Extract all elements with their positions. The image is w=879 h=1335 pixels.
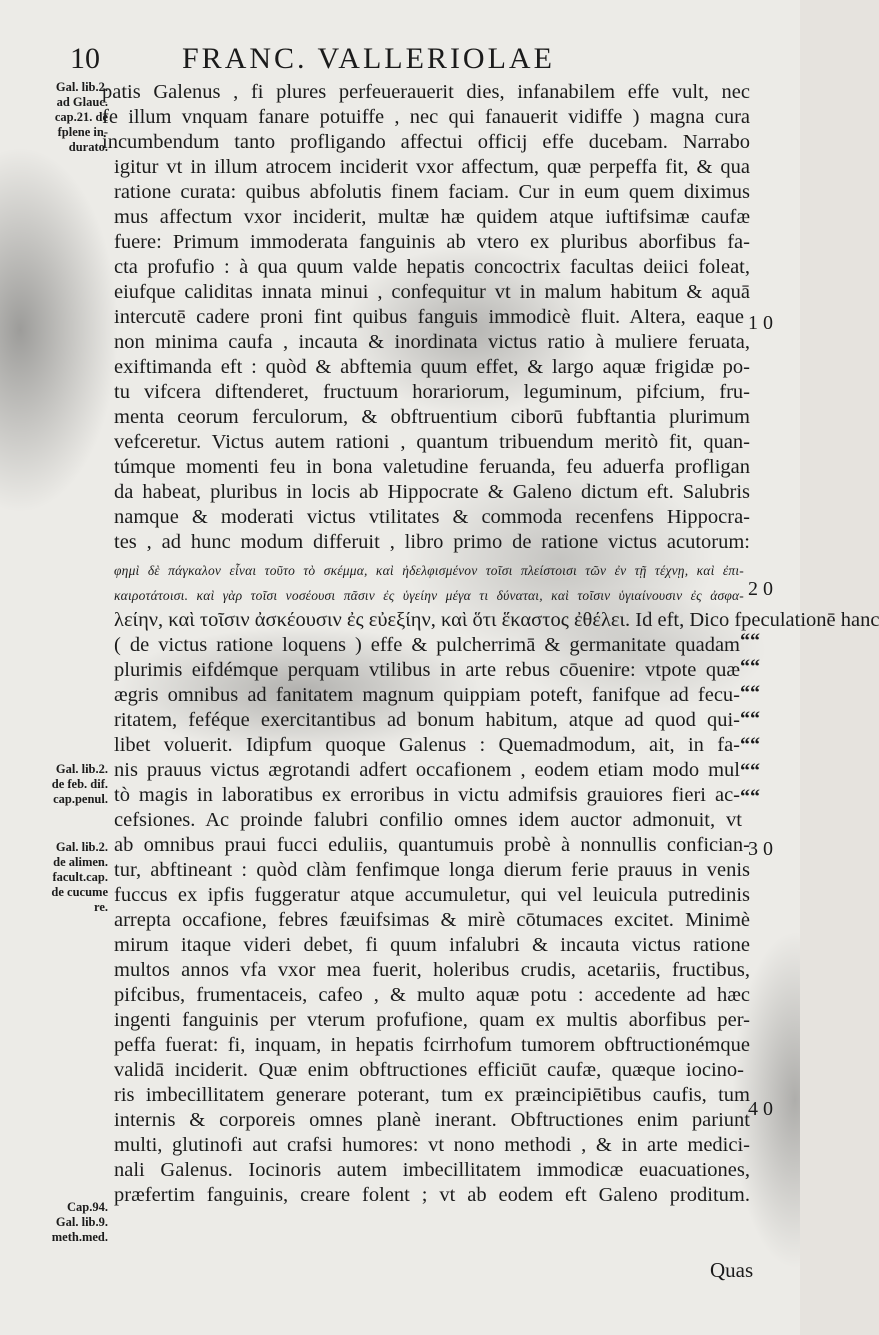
text-line: igitur vt in illum atrocem inciderit vxor affectum, quæ perpeffa fit, & qua: [114, 156, 750, 178]
text-line: ratione curata: quibus abfolutis finem faciam. Cur in eum quem diximus: [114, 181, 750, 203]
text-line: multos annos vfa vxor mea fuerit, holeribus crudis, acetariis, fructibus,: [114, 959, 750, 981]
text-line: tò magis in laboratibus ex erroribus in victu admifsis grauiores fieri ac-: [114, 784, 740, 806]
text-line: patis Galenus , fi plures perfeuerauerit dies, infanabilem effe vult, nec: [102, 81, 750, 103]
line-number: 2 0: [748, 578, 773, 600]
text-line: nis prauus victus ægrotandi adfert occafionem , eodem etiam modo mul: [114, 759, 740, 781]
text-line: exiftimanda eft : quòd & abftemia quum effet, & largo aquæ frigidæ po-: [114, 356, 750, 378]
quote-mark: ““: [740, 734, 760, 756]
line-number: 4 0: [748, 1098, 773, 1120]
text-line: λείην, καὶ τοῖσιν ἀσκέουσιν ἐς εὐεξίην, καὶ ὅτι ἕκαστος ἐθέλει. Id eft, Dico fpeculationē hanc: [114, 609, 879, 631]
text-line: pifcibus, frumentaceis, cafeo , & multo aquæ potu : accedente ad hæc: [114, 984, 750, 1006]
quote-mark: ““: [740, 708, 760, 730]
margin-notes: [8, 0, 108, 1335]
text-line: túmque momenti feu in bona valetudine feruanda, feu aduerfa profligan: [114, 456, 750, 478]
quotation-marks: [740, 0, 780, 1335]
text-line: præfertim fanguinis, creare folent ; vt ab eodem eft Galeno proditum.: [114, 1184, 750, 1206]
text-line: plurimis eifdémque perquam vtilibus in arte rebus cōuenire: vtpote quæ: [114, 659, 740, 681]
text-line: mirum itaque videri debet, fi quum infalubri & incauta victus ratione: [114, 934, 750, 956]
margin-note: Cap.94. Gal. lib.9. meth.med.: [51, 1200, 108, 1244]
text-line: internis & corporeis omnes planè inerant. Obftructiones enim pariunt: [114, 1109, 750, 1131]
text-line: tes , ad hunc modum differuit , libro primo de ratione victus acutorum:: [114, 531, 750, 553]
page-header: [0, 42, 800, 82]
margin-note: Gal. lib.2. ad Glauc. cap.21. de fplene in- durato.: [54, 80, 108, 154]
quote-mark: ““: [740, 786, 760, 808]
text-line: namque & moderati victus vtilitates & commoda recenfens Hippocra-: [114, 506, 750, 528]
running-head: FRANC. VALLERIOLAE: [182, 42, 555, 75]
page-number: 10: [70, 42, 100, 75]
text-line: vefceretur. Victus autem rationi , quantum tribuendum meritò fit, quan-: [114, 431, 750, 453]
catchword: Quas: [710, 1258, 754, 1282]
text-line: da habeat, pluribus in locis ab Hippocrate & Galeno dictum eft. Salubris: [114, 481, 750, 503]
text-line: mus affectum vxor inciderit, multæ hæ quidem atque iuftifsimæ caufæ: [114, 206, 750, 228]
text-line: eiufque caliditas innata minui , confequitur vt in malum habitum & aquā: [114, 281, 750, 303]
text-line: non minima caufa , incauta & inordinata victus ratio à muliere feruata,: [114, 331, 750, 353]
text-line: cta profufio : à qua quum valde hepatis concoctrix facultas deiici foleat,: [114, 256, 750, 278]
text-line: tu vifcera diftenderet, fructuum horariorum, leguminum, pifcium, fru-: [114, 381, 750, 403]
margin-note: Gal. lib.2. de alimen. facult.cap. de cucume re.: [51, 840, 108, 914]
text-line: fe illum vnquam fanare potuiffe , nec qui fanauerit vidiffe ) magna cura: [102, 106, 750, 128]
text-line: menta ceorum ferculorum, & obftruentium ciborū fubftantia plurimum: [114, 406, 750, 428]
text-line: ægris omnibus ad fanitatem magnum quippiam poteft, fanifque ad fecu-: [114, 684, 740, 706]
line-number: 1 0: [748, 312, 773, 334]
quote-mark: ““: [740, 760, 760, 782]
text-line: tur, abftineant : quòd clàm fenfimque longa dierum ferie prauus in venis: [114, 859, 750, 881]
greek-line: φημὶ δὲ πάγκαλον εἶναι τοῦτο τὸ σκέμμα, καὶ ἠδελφισμένον τοῖσι πλείστοισι τῶν ἐν τῇ τέχνῃ, καὶ ἐπι-: [114, 563, 744, 578]
text-line: fuere: Primum immoderata fanguinis ab vtero ex pluribus aborfibus fa-: [114, 231, 750, 253]
text-line: cefsiones. Ac proinde falubri confilio omnes idem auctor admonuit, vt: [114, 809, 742, 831]
greek-line: καιροτάτοισι. καὶ γὰρ τοῖσι νοσέουσι πᾶσιν ἐς ὑγείην μέγα τι δύναται, καὶ τοῖσιν ὑγιαίνουσιν ἐς ἀσφα-: [114, 588, 744, 603]
text-line: ( de victus ratione loquens ) effe & pulcherrimā & germanitate quadam: [114, 634, 740, 656]
quote-mark: ““: [740, 630, 760, 652]
text-line: ritatem, feféque exercitantibus ad bonum habitum, atque ad quod qui-: [114, 709, 740, 731]
text-line: validā inciderit. Quæ enim obftructiones efficiūt caufæ, quæque iocino-: [114, 1059, 744, 1081]
text-line: fuccus ex ipfis fuggeratur atque accumuletur, qui vel leuicula putredinis: [114, 884, 750, 906]
quote-mark: ““: [740, 656, 760, 678]
text-line: libet voluerit. Idipfum quoque Galenus : Quemadmodum, ait, in fa-: [114, 734, 740, 756]
line-number: 3 0: [748, 838, 773, 860]
text-line: arrepta occafione, febres fæuifsimas & mirè cōtumaces excitet. Minimè: [114, 909, 750, 931]
text-line: ingenti fanguinis per vterum profufione, quam ex multis aborfibus per-: [114, 1009, 750, 1031]
text-line: ab omnibus praui fucci eduliis, quantumuis probè à nonnullis confician-: [114, 834, 750, 856]
text-line: nali Galenus. Iocinoris autem imbecillitatem immodicæ euacuationes,: [114, 1159, 750, 1181]
quote-mark: ““: [740, 682, 760, 704]
text-line: peffa fuerat: fi, inquam, in hepatis fcirrhofum tumorem obftructionémque: [114, 1034, 750, 1056]
text-line: multi, glutinofi aut crafsi humores: vt nono methodi , & in arte medici-: [114, 1134, 750, 1156]
text-line: intercutē cadere proni fint quibus fanguis immodicè fluit. Altera, eaque: [114, 306, 744, 328]
text-line: ris imbecillitatem generare poterant, tum ex præincipiētibus caufis, tum: [114, 1084, 750, 1106]
text-line: incumbendum tanto profligando affectui officij effe ducebam. Narrabo: [102, 131, 750, 153]
margin-note: Gal. lib.2. de feb. dif. cap.penul.: [51, 762, 108, 806]
